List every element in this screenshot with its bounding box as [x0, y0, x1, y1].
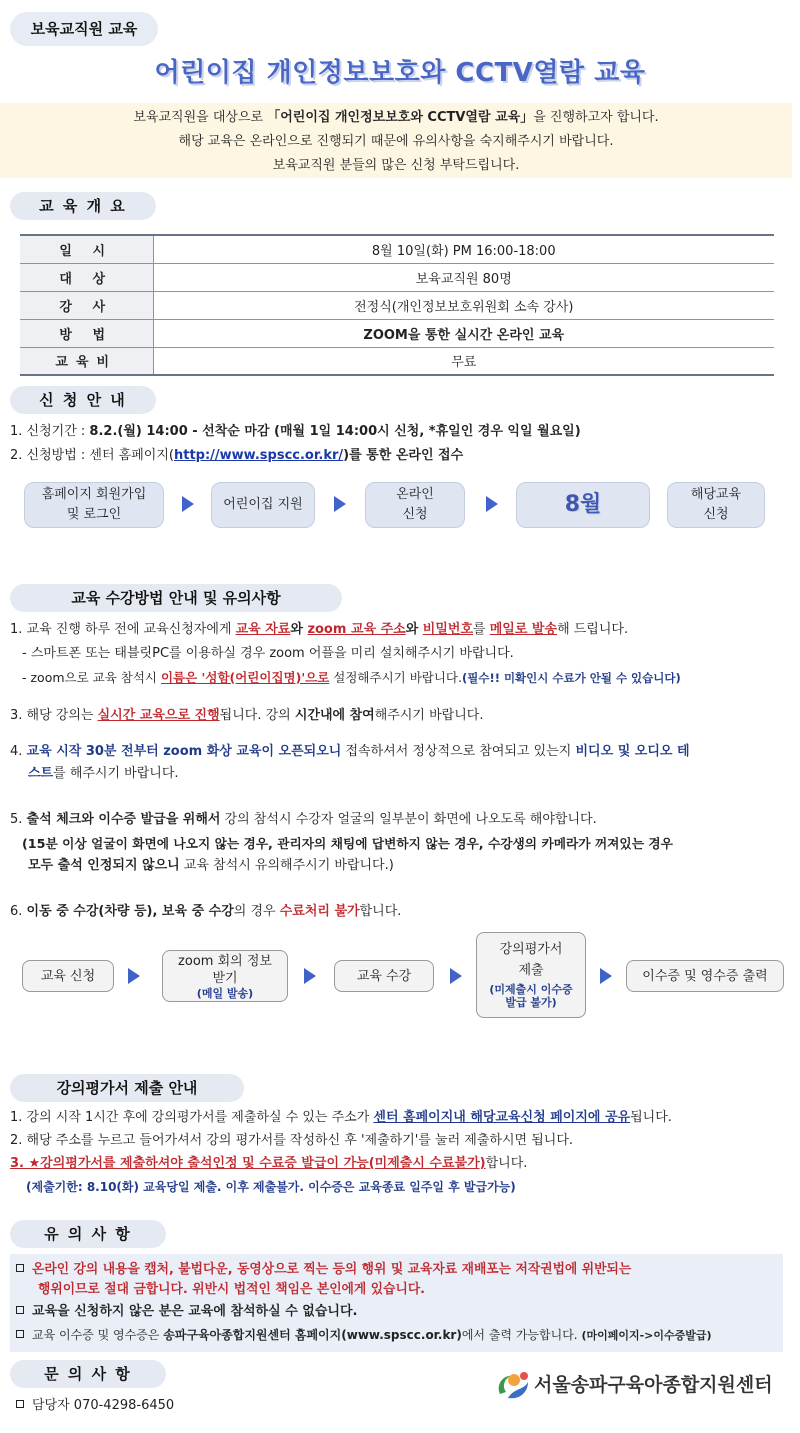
caution-item-1-cont: 행위이므로 절대 금합니다. 위반시 법적인 책임은 본인에게 있습니다.	[38, 1282, 426, 1297]
section-caution-heading: 유 의 사 항	[10, 1220, 166, 1248]
apply-period: 1. 신청기간 : 8.2.(월) 14:00 - 선착순 마감 (매월 1일 14:00시 신청, *휴일인 경우 익일 월요일)	[10, 424, 581, 439]
row-label: 교육비	[20, 347, 153, 375]
row-label: 일 시	[20, 235, 153, 263]
section-evaluation-heading: 강의평가서 제출 안내	[10, 1074, 244, 1102]
row-value: 보육교직원 80명	[153, 263, 774, 291]
method-item-6: 6. 이동 중 수강(차량 등), 보육 중 수강의 경우 수료처리 불가합니다.	[10, 904, 402, 919]
center-logo-icon	[494, 1368, 534, 1404]
bullet-square-icon	[16, 1400, 24, 1408]
intro-line-1: 보육교직원을 대상으로 「어린이집 개인정보보호와 CCTV열람 교육」을 진행하고자 합니다.	[133, 110, 659, 125]
table-row	[20, 263, 774, 291]
course-step-evaluation: 강의평가서 제출 (미제출시 이수증 발급 불가)	[476, 932, 586, 1018]
overview-table	[20, 234, 774, 376]
table-row	[20, 291, 774, 319]
table-row	[20, 347, 774, 375]
course-step-apply: 교육 신청	[22, 960, 114, 992]
caution-item-3: 교육 이수증 및 영수증은 송파구육아종합지원센터 홈페이지(www.spscc.or.kr)에서 출력 가능합니다. (마이페이지->이수증발급)	[16, 1325, 712, 1346]
center-logo-text: 서울송파구육아종합지원센터	[534, 1374, 773, 1396]
bullet-square-icon	[16, 1306, 24, 1314]
arrow-right-icon	[128, 968, 140, 984]
section-apply-heading: 신 청 안 내	[10, 386, 156, 414]
evaluation-item-1: 1. 강의 시작 1시간 후에 강의평가서를 제출하실 수 있는 주소가 센터 홈페이지내 해당교육신청 페이지에 공유됩니다.	[10, 1110, 672, 1125]
arrow-right-icon	[486, 496, 498, 512]
section-overview-heading: 교 육 개 요	[10, 192, 156, 220]
row-label: 대 상	[20, 263, 153, 291]
row-value: 무료	[153, 347, 774, 375]
caution-item-1: 온라인 강의 내용을 캡처, 불법다운, 동영상으로 찍는 등의 행위 및 교육자료 재배포는 저작권법에 위반되는	[16, 1260, 631, 1280]
method-item-4: 4. 교육 시작 30분 전부터 zoom 화상 교육이 오픈되오니 접속하셔서 정상적으로 참여되고 있는지 비디오 및 오디오 테	[10, 744, 690, 759]
method-item-1-sub-2: - zoom으로 교육 참석시 이름은 '성함(어린이집명)'으로 설정해주시기 바랍니다.(필수!! 미확인시 수료가 안될 수 있습니다)	[22, 670, 681, 685]
method-item-1: 1. 교육 진행 하루 전에 교육신청자에게 교육 자료와 zoom 교육 주소와 비밀번호를 메일로 발송해 드립니다.	[10, 622, 629, 637]
method-item-1-sub-1: - 스마트폰 또는 태블릿PC를 이용하실 경우 zoom 어플을 미리 설치해주시기 바랍니다.	[22, 646, 514, 661]
apply-step-course: 해당교육 신청	[667, 482, 765, 528]
method-item-4-cont: 스트를 해주시기 바랍니다.	[28, 766, 179, 781]
bullet-square-icon	[16, 1330, 24, 1338]
section-contact-heading: 문 의 사 항	[10, 1360, 166, 1388]
course-name: 「어린이집 개인정보보호와 CCTV열람 교육」	[267, 110, 534, 125]
contact-phone: 담당자 070-4298-6450	[16, 1396, 174, 1416]
arrow-right-icon	[304, 968, 316, 984]
evaluation-item-3: 3. ★강의평가서를 제출하셔야 출석인정 및 수료증 발급이 가능(미제출시 수료불가)합니다.	[10, 1156, 528, 1171]
method-item-5-cont-1: (15분 이상 얼굴이 화면에 나오지 않는 경우, 관리자의 채팅에 답변하지 않는 경우, 수강생의 카메라가 꺼져있는 경우	[22, 836, 673, 851]
homepage-link[interactable]: http://www.spscc.or.kr/	[173, 448, 344, 463]
method-item-5-cont-2: 모두 출석 인정되지 않으니 교육 참석시 유의해주시기 바랍니다.)	[28, 858, 394, 873]
arrow-right-icon	[450, 968, 462, 984]
course-step-certificate: 이수증 및 영수증 출력	[626, 960, 784, 992]
apply-step-daycare-support: 어린이집 지원	[211, 482, 315, 528]
row-label: 강 사	[20, 291, 153, 319]
row-value: 8월 10일(화) PM 16:00-18:00	[153, 235, 774, 263]
apply-step-online: 온라인 신청	[365, 482, 465, 528]
intro-line-2: 해당 교육은 온라인으로 진행되기 때문에 유의사항을 숙지해주시기 바랍니다.	[178, 134, 614, 149]
arrow-right-icon	[600, 968, 612, 984]
page-title: 어린이집 개인정보보호와 CCTV열람 교육	[154, 58, 646, 88]
row-value: 전정식(개인정보보호위원회 소속 강사)	[153, 291, 774, 319]
course-step-attend: 교육 수강	[334, 960, 434, 992]
intro-box	[0, 103, 792, 178]
apply-step-month: 8월	[516, 482, 650, 528]
section-method-heading: 교육 수강방법 안내 및 유의사항	[10, 584, 342, 612]
table-row	[20, 319, 774, 347]
arrow-right-icon	[182, 496, 194, 512]
evaluation-item-2: 2. 해당 주소를 누르고 들어가셔서 강의 평가서를 작성하신 후 '제출하기'를 눌러 제출하시면 됩니다.	[10, 1133, 574, 1148]
evaluation-deadline-note: (제출기한: 8.10(화) 교육당일 제출. 이후 제출불가. 이수증은 교육종료 일주일 후 발급가능)	[26, 1180, 516, 1194]
arrow-right-icon	[334, 496, 346, 512]
caution-item-2: 교육을 신청하지 않은 분은 교육에 참석하실 수 없습니다.	[16, 1302, 357, 1322]
row-label: 방 법	[20, 319, 153, 347]
bullet-square-icon	[16, 1264, 24, 1272]
center-logo	[494, 1368, 784, 1404]
apply-method: 2. 신청방법 : 센터 홈페이지(http://www.spscc.or.kr/)를 통한 온라인 접수	[10, 448, 464, 463]
row-value: ZOOM을 통한 실시간 온라인 교육	[153, 319, 774, 347]
category-tag: 보육교직원 교육	[10, 12, 158, 46]
table-row	[20, 235, 774, 263]
intro-line-3: 보육교직원 분들의 많은 신청 부탁드립니다.	[272, 158, 520, 173]
course-step-zoom-info: zoom 회의 정보 받기 (메일 발송)	[162, 950, 288, 1002]
method-item-3: 3. 해당 강의는 실시간 교육으로 진행됩니다. 강의 시간내에 참여해주시기 바랍니다.	[10, 708, 484, 723]
method-item-5: 5. 출석 체크와 이수증 발급을 위해서 강의 참석시 수강자 얼굴의 일부분이 화면에 나오도록 해야합니다.	[10, 812, 597, 827]
apply-step-signup: 홈페이지 회원가입 및 로그인	[24, 482, 164, 528]
